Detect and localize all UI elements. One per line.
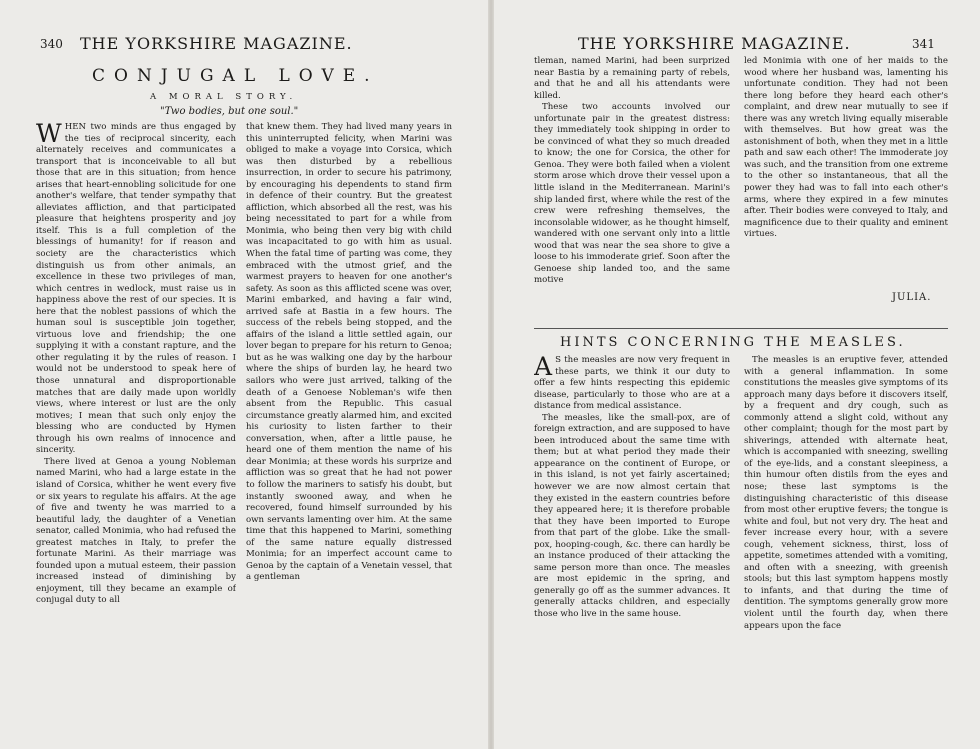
right-column-3: [534, 355, 730, 725]
right-running-head: [578, 34, 935, 53]
paragraph: that knew them. They had lived many years in this uninterrupted felicity, when Marini was obliged to make a voyage into Corsica, which was then disturbed by a rebellious insurrection, in order to secure his patrimony, by encouraging his dependents to stand firm in defence of their country. But the greatest affliction, which absorbed all the rest, was his being necessitated to part for a while from Monimia, who being then very big with child was incapacitated to go with him as usual. When the fatal time of parting was come, they embraced with the utmost grief, and the warmest prayers to heaven for one another's safety. As soon as this afflicted scene was over, Marini embarked, and having a fair wind, arrived safe at Bastia in a few hours. The success of the rebels being stopped, and the affairs of the island a little settled again, our lover began to prepare for his return to Genoa; but as he was walking one day by the harbour where the ships of burden lay, he heard two sailors who were just arrived, talking of the death of a Genoese Nobleman's wife then absent from the Republic. This casual circumstance greatly alarmed him, and excited his curiosity to listen farther to their conversation, when, after a little pause, he heard one of them mention the name of his dear Monimia; at these words his surprize and affliction was so great that he had not power to follow the mariners to satisfy his doubt, but instantly swooned away, and when he recovered, found himself surrounded by his own servants lamenting over him. At the same time that this happened to Marini, something of the same nature equally distressed Monimia; for an imperfect account came to Genoa by the captain of a Venetain vessel, that a gentleman: [246, 122, 452, 583]
article-subtitle: A MORAL STORY.: [150, 92, 298, 102]
paragraph: led Monimia with one of her maids to the wood where her husband was, lamenting his unfortunate condition. They had not been there long before they heard each other's complaint, and drew near mutually to see if there was any wretch living equally miserable with themselves. But how great was the astonishment of both, when they met in a little path and saw each other! The immoderate joy was such, and the transition from one extreme to the other so instantaneous, that all the power they had was to fall into each other's arms, where they expired in a few minutes after. Their bodies were conveyed to Italy, and magnificence due to their quality and eminent virtues.: [744, 56, 948, 240]
right-running-head-text: THE YORKSHIRE MAGAZINE.: [578, 34, 851, 53]
paragraph: There lived at Genoa a young Nobleman named Marini, who had a large estate in the island of Corsica, whither he went every five or six years to regulate his affairs. At the age of five and twenty he was married to a beautiful lady, the daughter of a Venetian senator, called Monimia, who had refused the greatest matches in Italy, to prefer the fortunate Marini. As their marriage was founded upon a mutual esteem, their passion increased instead of diminishing by enjoyment, till they became an example of conjugal duty to all: [36, 456, 236, 606]
paragraph: The measles, like the small-pox, are of foreign extraction, and are supposed to have been introduced about the same time with them; but at what period they made their appearance on the continent of Europe, or in this island, is not yet fairly ascertained; however we are now almost certain that they existed in the eastern countries before they appeared here; it is therefore probable that they have been imported to Europe from that part of the globe. Like the small-pox, hooping-cough, &c. there can hardly be an instance produced of their attacking the same person more than once. The measles are most epidemic in the spring, and generally go off as the summer advances. It generally attacks children, and especially those who live in the same house.: [534, 412, 730, 620]
right-column-4: [744, 355, 948, 725]
article-motto: "Two bodies, but one soul.": [160, 106, 299, 117]
left-page: [0, 0, 488, 749]
paragraph: The measles is an eruptive fever, attended with a general inflammation. In some constitutions the measles give symptoms of its approach many days before it discovers itself, by a frequent and dry cough, such as commonly attend a slight cold, without any other complaint; though for the most part by shiverings, attended with alternate heat, which is accompanied with sneezing, swelling of the eye-lids, and a constant sleepiness, a thin humour often distils from the eyes and nose; these last symptoms is the distinguishing characteristic of this disease from most other eruptive fevers; the tongue is white and foul, but not very dry. The heat and fever increase every hour, with a severe cough, vehement sickness, thirst, loss of appetite, sometimes attended with a vomiting, and often with a sneezing, with greenish stools; but this last symptom happens mostly to infants, and that during the time of dentition. The symptoms generally grow more violent until the fourth day, when there appears upon the face: [744, 355, 948, 631]
paragraph: tleman, named Marini, had been surprized near Bastia by a remaining party of rebels, and that he and all his attendants were killed.: [534, 56, 730, 101]
right-column-2: [744, 56, 948, 286]
section-rule: [534, 328, 948, 329]
left-column-2: [246, 122, 452, 746]
paragraph: S the measles are now very frequent in these parts, we think it our duty to offer a few hints respecting this epidemic disease, particularly to those who are at a distance from medical assistance.: [534, 355, 730, 412]
right-page: [494, 0, 980, 749]
dropcap: A: [534, 355, 553, 381]
dropcap: W: [36, 122, 62, 148]
paragraph: These two accounts involved our unfortunate pair in the greatest distress: they immediately took shipping in order to be convinced of what they so much dreaded to know; the one for Corsica, the other for Genoa. They were both failed when a violent storm arose which drove their vessel upon a little island in the Mediterranean. Marini's ship landed first, where while the rest of the crew were refreshing themselves, the inconsolable widower, as he thought himself, wandered with one servant only into a little wood that was near the sea shore to give a loose to his immoderate grief. Soon after the Genoese ship landed too, and the same motive: [534, 102, 730, 286]
right-page-number: 341: [912, 37, 935, 51]
signature: JULIA.: [892, 292, 932, 303]
paragraph: HEN two minds are thus engaged by the ties of reciprocal sincerity, each alternately receives and communicates a transport that is inconceivable to all but those that are in this situation; from hence arises that heart-ennobling solicitude for one another's welfare, that tender sympathy that alleviates affliction, and that participated pleasure that heightens prosperity and joy itself. This is a full completion of the blessings of humanity! for if reason and society are the characteristics which distinguish us from other animals, an excellence in these two privileges of man, which centres in wedlock, must raise us in happiness above the rest of our species. It is here that the noblest passions of which the human soul is susceptible join together, virtuous love and friendship; the one supplying it with a constant rapture, and the other regulating it by the rules of reason. I would not be understood to speak here of those unnatural and disproportionable matches that are daily made upon worldly views, where interest or lust are the only motives; I mean that such only enjoy the blessing who are conducted by Hymen through his own realms of innocence and sincerity.: [36, 122, 236, 456]
article-title: CONJUGAL LOVE.: [92, 66, 379, 86]
article2-title: HINTS CONCERNING THE MEASLES.: [560, 335, 906, 350]
left-column-1: [36, 122, 236, 744]
left-running-head: [40, 34, 353, 53]
left-running-head-text: THE YORKSHIRE MAGAZINE.: [80, 34, 353, 53]
right-column-1: [534, 56, 730, 358]
left-page-number: 340: [40, 37, 63, 51]
